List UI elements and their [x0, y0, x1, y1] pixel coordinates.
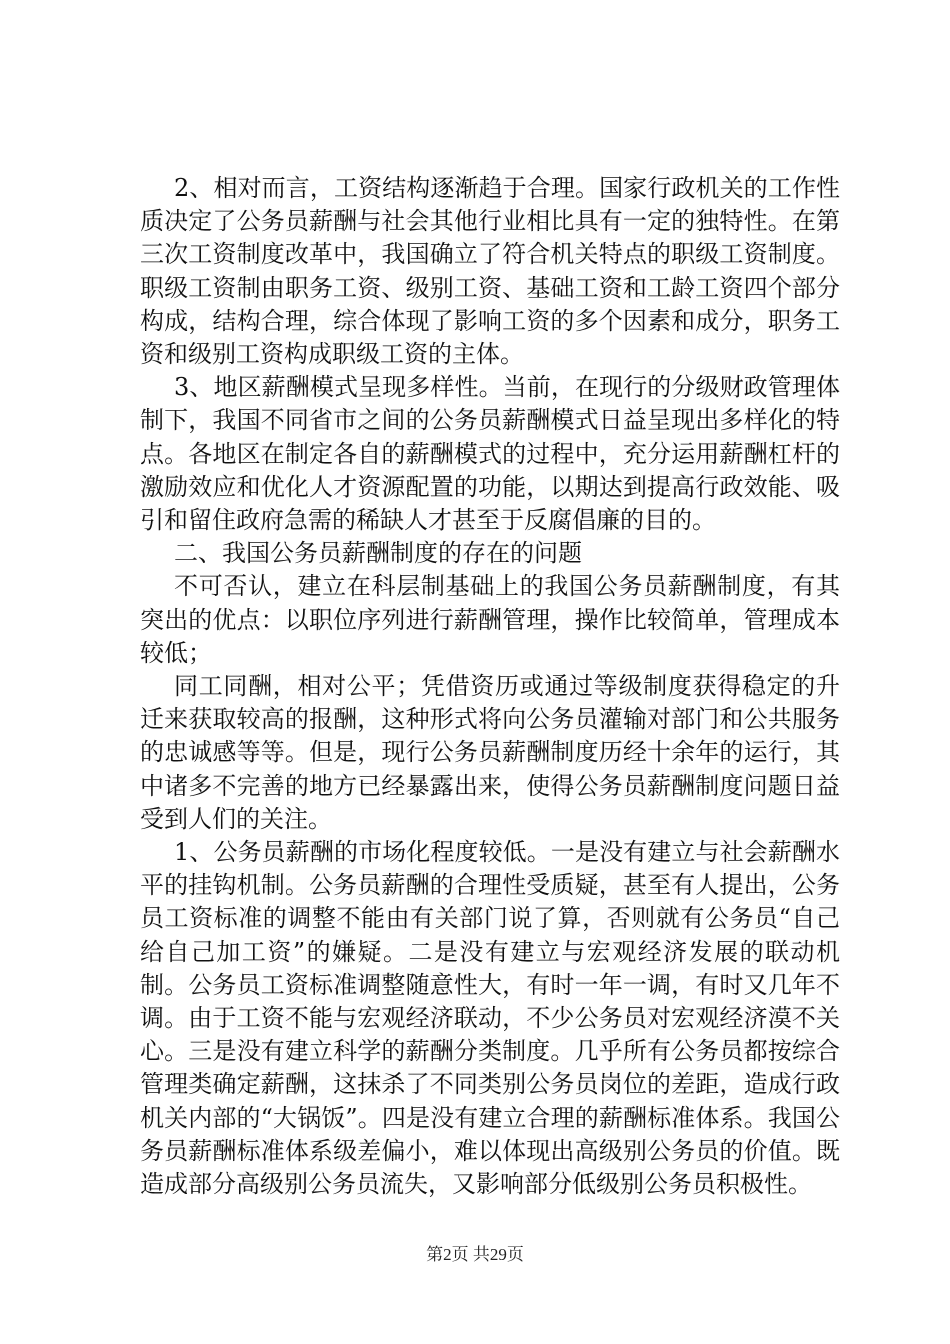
paragraph-advantages: 不可否认，建立在科层制基础上的我国公务员薪酬制度，有其突出的优点：以职位序列进行薪酬管理，操作比较简单，管理成本较低； — [140, 572, 840, 667]
document-body — [140, 172, 840, 1201]
paragraph-regional-models: 3、地区薪酬模式呈现多样性。当前，在现行的分级财政管理体制下，我国不同省市之间的公务员薪酬模式日益呈现出多样化的特点。各地区在制定各自的薪酬模式的过程中，充分运用薪酬杠杆的激励效应和优化人才资源配置的功能，以期达到提高行政效能、吸引和留住政府急需的稀缺人才甚至于反腐倡廉的目的。 — [140, 373, 840, 535]
paragraph-marketization: 1、公务员薪酬的市场化程度较低。一是没有建立与社会薪酬水平的挂钩机制。公务员薪酬的合理性受质疑，甚至有人提出，公务员工资标准的调整不能由有关部门说了算，否则就有公务员“自己给自己加工资”的嫌疑。二是没有建立与宏观经济发展的联动机制。公务员工资标准调整随意性大，有时一年一调，有时又几年不调。由于工资不能与宏观经济联动，不少公务员对宏观经济漠不关心。三是没有建立科学的薪酬分类制度。几乎所有公务员都按综合管理类确定薪酬，这抹杀了不同类别公务员岗位的差距，造成行政机关内部的“大锅饭”。四是没有建立合理的薪酬标准体系。我国公务员薪酬标准体系级差偏小，难以体现出高级别公务员的价值。既造成部分高级别公务员流失，又影响部分低级别公务员积极性。 — [140, 838, 840, 1199]
section-heading: 二、我国公务员薪酬制度的存在的问题 — [174, 539, 582, 568]
paragraph-wage-structure: 2、相对而言，工资结构逐渐趋于合理。国家行政机关的工作性质决定了公务员薪酬与社会其他行业相比具有一定的独特性。在第三次工资制度改革中，我国确立了符合机关特点的职级工资制度。职级工资制由职务工资、级别工资、基础工资和工龄工资四个部分构成，结构合理，综合体现了影响工资的多个因素和成分，职务工资和级别工资构成职级工资的主体。 — [140, 174, 840, 369]
page-number-footer: 第2页 共29页 — [426, 1245, 524, 1264]
paragraph-equal-pay: 同工同酬，相对公平；凭借资历或通过等级制度获得稳定的升迁来获取较高的报酬，这种形式将向公务员灌输对部门和公共服务的忠诚感等等。但是，现行公务员薪酬制度历经十余年的运行，其中诸多不完善的地方已经暴露出来，使得公务员薪酬制度问题日益受到人们的关注。 — [140, 672, 840, 833]
